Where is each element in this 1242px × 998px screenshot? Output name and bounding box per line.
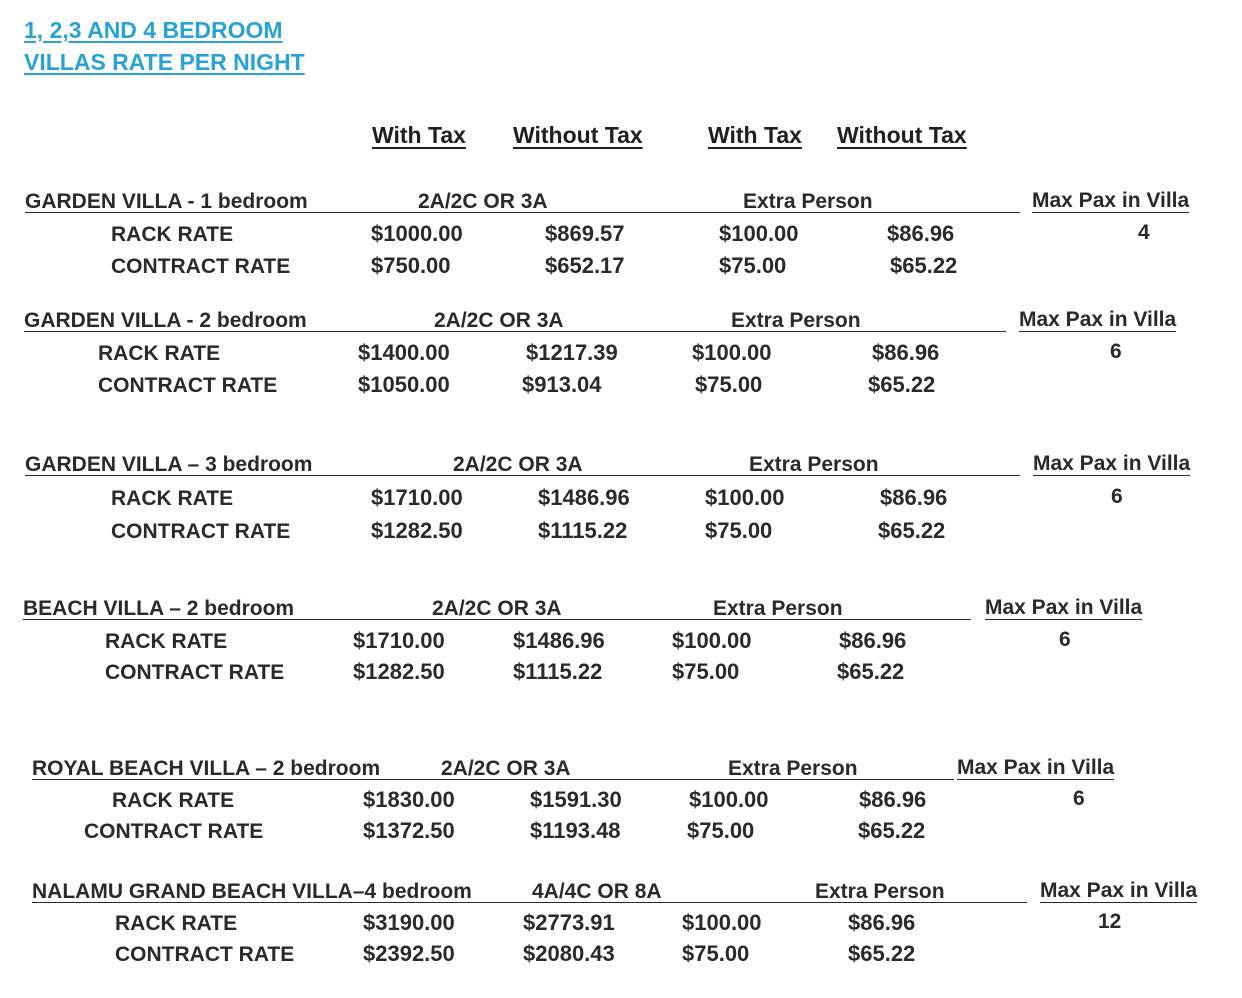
extra-person-label: Extra Person xyxy=(749,453,879,476)
rack-extra-with-tax: $100.00 xyxy=(719,221,799,246)
max-pax-label: Max Pax in Villa xyxy=(1019,308,1177,331)
rack-extra-without-tax: $86.96 xyxy=(839,628,907,653)
rack-rate-label: RACK RATE xyxy=(98,342,221,365)
rack-with-tax: $1400.00 xyxy=(358,340,450,365)
villa-name: GARDEN VILLA - 2 bedroom xyxy=(24,309,307,332)
contract-rate-label: CONTRACT RATE xyxy=(111,520,291,543)
villa-section xyxy=(0,309,1242,419)
contract-extra-with-tax: $75.00 xyxy=(672,659,740,684)
contract-extra-without-tax: $65.22 xyxy=(858,818,926,843)
max-pax-label: Max Pax in Villa xyxy=(1040,879,1198,902)
contract-without-tax: $2080.43 xyxy=(523,941,615,966)
occupancy-label: 2A/2C OR 3A xyxy=(418,190,548,213)
occupancy-label: 2A/2C OR 3A xyxy=(453,453,583,476)
contract-without-tax: $652.17 xyxy=(545,253,625,278)
max-pax-value: 4 xyxy=(1138,221,1150,244)
rack-rate-label: RACK RATE xyxy=(111,223,234,246)
villa-section xyxy=(0,880,1242,990)
contract-extra-without-tax: $65.22 xyxy=(878,518,946,543)
villa-name: NALAMU GRAND BEACH VILLA–4 bedroom xyxy=(32,880,472,903)
rack-with-tax: $1000.00 xyxy=(371,221,463,246)
villa-name: GARDEN VILLA - 1 bedroom xyxy=(25,190,308,213)
rack-rate-label: RACK RATE xyxy=(115,912,238,935)
rack-rate-label: RACK RATE xyxy=(105,630,228,653)
contract-extra-with-tax: $75.00 xyxy=(705,518,773,543)
contract-extra-without-tax: $65.22 xyxy=(837,659,905,684)
rack-extra-with-tax: $100.00 xyxy=(705,485,785,510)
column-header-with-tax: With Tax xyxy=(372,122,466,148)
occupancy-label: 4A/4C OR 8A xyxy=(532,880,662,903)
contract-with-tax: $1050.00 xyxy=(358,372,450,397)
contract-with-tax: $750.00 xyxy=(371,253,451,278)
villa-name: ROYAL BEACH VILLA – 2 bedroom xyxy=(32,757,381,780)
max-pax-value: 6 xyxy=(1073,787,1085,810)
occupancy-label: 2A/2C OR 3A xyxy=(441,757,571,780)
contract-without-tax: $1115.22 xyxy=(513,659,603,684)
rack-extra-without-tax: $86.96 xyxy=(872,340,940,365)
page-title-line-2: VILLAS RATE PER NIGHT xyxy=(24,49,305,75)
extra-person-label: Extra Person xyxy=(713,597,843,620)
contract-rate-label: CONTRACT RATE xyxy=(105,661,285,684)
rack-without-tax: $1591.30 xyxy=(530,787,622,812)
contract-with-tax: $2392.50 xyxy=(363,941,455,966)
contract-with-tax: $1372.50 xyxy=(363,818,455,843)
contract-with-tax: $1282.50 xyxy=(371,518,463,543)
rack-without-tax: $2773.91 xyxy=(523,910,615,935)
contract-with-tax: $1282.50 xyxy=(353,659,445,684)
villa-name: BEACH VILLA – 2 bedroom xyxy=(23,597,295,620)
contract-without-tax: $913.04 xyxy=(522,372,602,397)
page-title xyxy=(24,14,305,78)
rack-without-tax: $869.57 xyxy=(545,221,625,246)
column-header-extra-without-tax: Without Tax xyxy=(837,122,967,148)
max-pax-value: 6 xyxy=(1110,340,1122,363)
column-header-without-tax: Without Tax xyxy=(513,122,643,148)
max-pax-label: Max Pax in Villa xyxy=(957,756,1115,779)
contract-extra-with-tax: $75.00 xyxy=(719,253,787,278)
contract-rate-label: CONTRACT RATE xyxy=(84,820,264,843)
rack-rate-label: RACK RATE xyxy=(111,487,234,510)
contract-without-tax: $1115.22 xyxy=(538,518,628,543)
rack-rate-label: RACK RATE xyxy=(112,789,235,812)
contract-extra-with-tax: $75.00 xyxy=(682,941,750,966)
villa-section xyxy=(0,597,1242,707)
extra-person-label: Extra Person xyxy=(728,757,858,780)
rack-without-tax: $1217.39 xyxy=(526,340,618,365)
rack-extra-with-tax: $100.00 xyxy=(689,787,769,812)
rack-with-tax: $1710.00 xyxy=(353,628,445,653)
contract-rate-label: CONTRACT RATE xyxy=(98,374,278,397)
column-header-extra-with-tax: With Tax xyxy=(708,122,802,148)
max-pax-value: 12 xyxy=(1098,910,1122,933)
max-pax-label: Max Pax in Villa xyxy=(1032,189,1190,212)
contract-rate-label: CONTRACT RATE xyxy=(111,255,291,278)
max-pax-value: 6 xyxy=(1059,628,1071,651)
contract-extra-with-tax: $75.00 xyxy=(695,372,763,397)
rack-without-tax: $1486.96 xyxy=(538,485,630,510)
contract-extra-with-tax: $75.00 xyxy=(687,818,755,843)
villa-section xyxy=(0,190,1242,300)
extra-person-label: Extra Person xyxy=(731,309,861,332)
rack-extra-without-tax: $86.96 xyxy=(859,787,927,812)
rack-extra-with-tax: $100.00 xyxy=(692,340,772,365)
rack-with-tax: $3190.00 xyxy=(363,910,455,935)
contract-extra-without-tax: $65.22 xyxy=(890,253,958,278)
rack-extra-with-tax: $100.00 xyxy=(682,910,762,935)
contract-extra-without-tax: $65.22 xyxy=(868,372,936,397)
rack-with-tax: $1710.00 xyxy=(371,485,463,510)
rack-extra-with-tax: $100.00 xyxy=(672,628,752,653)
page-title-line-1: 1, 2,3 AND 4 BEDROOM xyxy=(24,17,283,43)
contract-rate-label: CONTRACT RATE xyxy=(115,943,295,966)
rack-with-tax: $1830.00 xyxy=(363,787,455,812)
rack-extra-without-tax: $86.96 xyxy=(880,485,948,510)
villa-section xyxy=(0,757,1242,867)
max-pax-label: Max Pax in Villa xyxy=(985,596,1143,619)
extra-person-label: Extra Person xyxy=(743,190,873,213)
occupancy-label: 2A/2C OR 3A xyxy=(432,597,562,620)
max-pax-value: 6 xyxy=(1111,485,1123,508)
contract-without-tax: $1193.48 xyxy=(530,818,621,843)
extra-person-label: Extra Person xyxy=(815,880,945,903)
rack-extra-without-tax: $86.96 xyxy=(887,221,955,246)
rack-without-tax: $1486.96 xyxy=(513,628,605,653)
contract-extra-without-tax: $65.22 xyxy=(848,941,916,966)
villa-section xyxy=(0,453,1242,563)
occupancy-label: 2A/2C OR 3A xyxy=(434,309,564,332)
rack-extra-without-tax: $86.96 xyxy=(848,910,916,935)
villa-name: GARDEN VILLA – 3 bedroom xyxy=(25,453,313,476)
max-pax-label: Max Pax in Villa xyxy=(1033,452,1191,475)
